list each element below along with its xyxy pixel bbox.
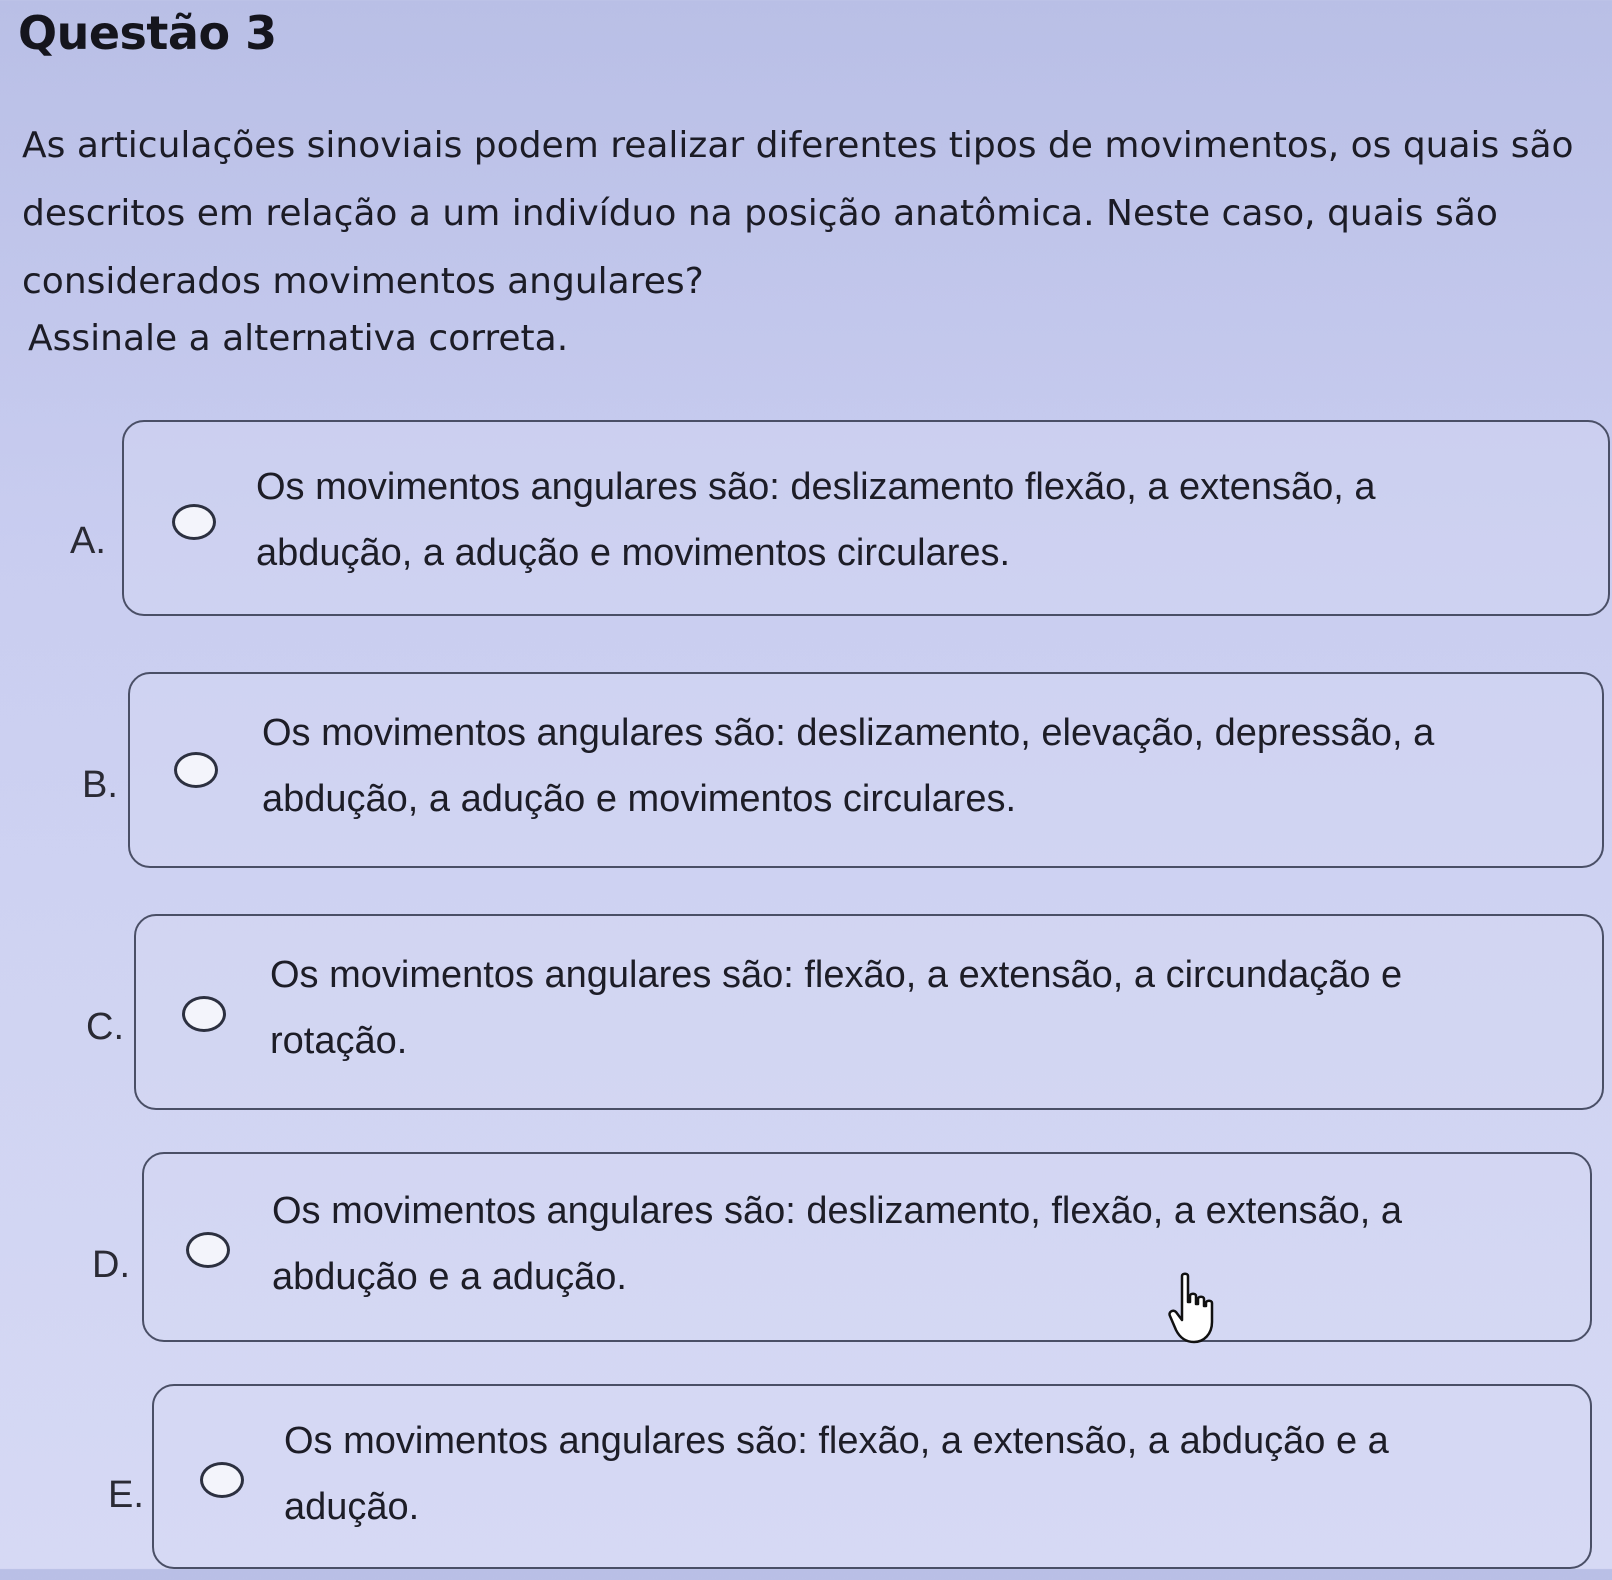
- question-instruction: Assinale a alternativa correta.: [28, 318, 569, 359]
- question-prompt: As articulações sinoviais podem realizar diferentes tipos de movimentos, os quais são descritos em relação a um indivíduo na posição anatômica. Neste caso, quais são considerados movimentos angulares?: [22, 125, 1574, 302]
- option-c-text: Os movimentos angulares são: flexão, a extensão, a circundação e rotação.: [270, 954, 1403, 1062]
- option-b[interactable]: [82, 672, 1612, 868]
- option-d-letter: D.: [92, 1244, 130, 1286]
- question-title: Questão 3: [18, 6, 277, 60]
- option-b-card[interactable]: [128, 672, 1604, 868]
- option-d[interactable]: [92, 1152, 1612, 1348]
- hand-pointer-icon: [1168, 1272, 1220, 1344]
- option-b-text: Os movimentos angulares são: deslizamento, elevação, depressão, a abdução, a adução e movimentos circulares.: [262, 712, 1435, 820]
- radio-unchecked-icon[interactable]: [200, 1462, 244, 1498]
- option-e-card[interactable]: [152, 1384, 1592, 1569]
- option-d-card[interactable]: [142, 1152, 1592, 1342]
- option-a-letter: A.: [70, 520, 106, 562]
- option-c-card[interactable]: [134, 914, 1604, 1110]
- radio-unchecked-icon[interactable]: [174, 752, 218, 788]
- option-e[interactable]: [108, 1384, 1612, 1580]
- option-a-card[interactable]: [122, 420, 1610, 616]
- option-a[interactable]: [70, 420, 1612, 616]
- radio-unchecked-icon[interactable]: [186, 1232, 230, 1268]
- radio-unchecked-icon[interactable]: [182, 996, 226, 1032]
- radio-unchecked-icon[interactable]: [172, 504, 216, 540]
- option-a-text: Os movimentos angulares são: deslizamento flexão, a extensão, a abdução, a adução e movimentos circulares.: [256, 466, 1376, 574]
- option-e-letter: E.: [108, 1474, 144, 1516]
- option-c[interactable]: [86, 914, 1612, 1110]
- option-b-letter: B.: [82, 764, 118, 806]
- option-e-text: Os movimentos angulares são: flexão, a extensão, a abdução e a adução.: [284, 1420, 1389, 1528]
- option-c-letter: C.: [86, 1006, 124, 1048]
- option-d-text: Os movimentos angulares são: deslizamento, flexão, a extensão, a abdução e a adução.: [272, 1190, 1403, 1298]
